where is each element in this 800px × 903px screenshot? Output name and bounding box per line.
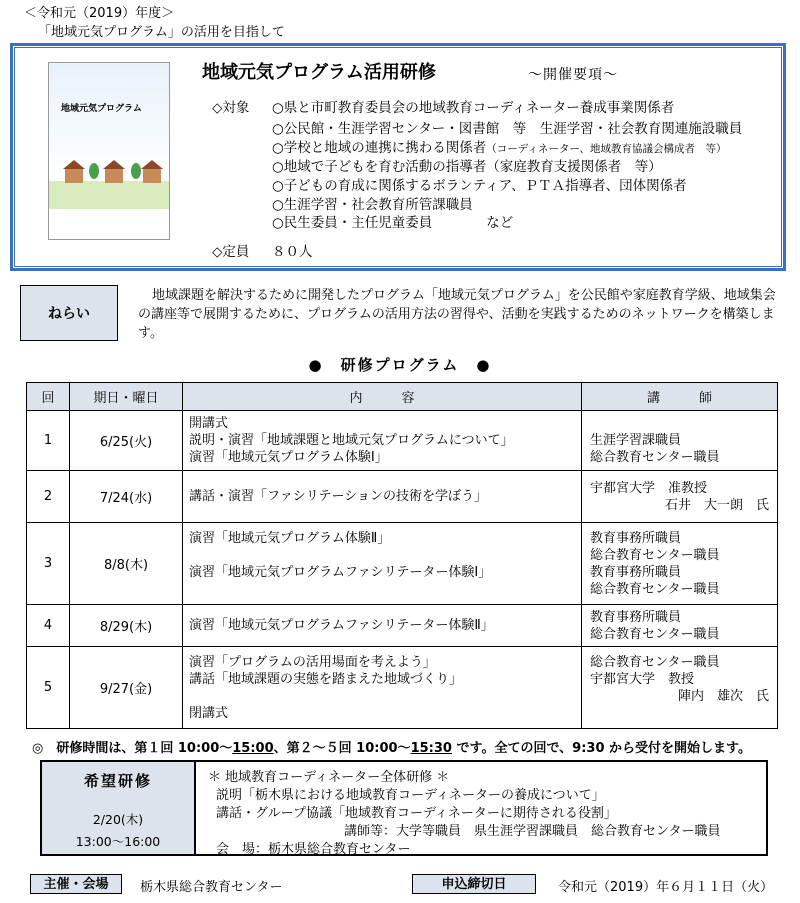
header-content: 内 容 — [183, 383, 582, 411]
note-text: 、第２～５回 10:00～ — [273, 741, 411, 756]
house-shape — [143, 169, 161, 183]
host-label: 主催・会場 — [30, 874, 122, 894]
content-line: 閉講式 — [189, 705, 229, 721]
target-item: ○生涯学習・社会教育所管課職員 — [272, 197, 473, 213]
optional-training-title: 希望研修 — [83, 772, 152, 790]
row-no: 5 — [27, 647, 70, 729]
instructor-line: 石井 大一朗 氏 — [664, 497, 769, 513]
row-content — [183, 523, 582, 605]
instructor-line: 総合教育センター職員 — [590, 581, 720, 597]
course-subtitle: ～開催要項～ — [528, 67, 618, 83]
target-item-text: ○学校と地域の連携に携わる関係者 — [272, 140, 487, 156]
optional-training-line: 説明「栃木県における地域教育コーディネーターの養成について」 — [216, 788, 605, 803]
tree-shape — [89, 163, 99, 179]
row-content — [183, 471, 582, 523]
header-instructor: 講 師 — [582, 383, 778, 411]
instructor-line: 総合教育センター職員 — [590, 450, 720, 465]
content-line: 講話・演習「ファシリテーションの技術を学ぼう」 — [189, 489, 487, 504]
aim-text: 地域課題を解決するために開発したプログラム「地域元気プログラム」を公民館や家庭教育学級、地域集会の講座等で展開するために、プログラムの活用方法の習得や、活動を実践するためのネットワークを構築します。 — [138, 288, 776, 341]
row-no: 1 — [27, 411, 70, 471]
note-text: ◎ 研修時間は、第１回 10:00～ — [32, 741, 233, 756]
instructor-line: 教育事務所職員 — [590, 564, 682, 580]
target-label: ◇対象 — [212, 100, 250, 116]
row-date: 6/25(火) — [70, 411, 183, 471]
target-item: ○地域で子どもを育む活動の指導者（家庭教育支援関係者 等） — [272, 159, 662, 175]
table-row — [27, 411, 778, 471]
program-title: ● 研修プログラム ● — [308, 356, 492, 374]
content-line — [189, 688, 575, 705]
note-time: 15:30 — [410, 741, 452, 756]
instructor-line: 総合教育センター職員 — [590, 654, 720, 670]
brochure-cover-image — [48, 62, 170, 240]
table-row — [27, 647, 778, 729]
content-line: 演習「地域元気プログラム体験Ⅱ」 — [189, 530, 391, 546]
row-date: 8/29(木) — [70, 605, 183, 647]
optional-training-line: 会 場：栃木県総合教育センター — [216, 842, 411, 857]
row-content — [183, 647, 582, 729]
deadline-value: 令和元（2019）年６月１１日（火） — [558, 880, 774, 895]
instructor-line: 教育事務所職員 — [590, 530, 682, 546]
instructor-line: 総合教育センター職員 — [590, 626, 720, 642]
capacity-value: ８０人 — [272, 244, 313, 260]
target-item: ○県と市町教育委員会の地域教育コーディネーター養成事業関係者 — [272, 100, 675, 116]
program-table — [26, 382, 778, 729]
note-time: 15:00 — [232, 741, 274, 756]
row-date: 8/8(木) — [70, 523, 183, 605]
content-line: 説明・演習「地域課題と地域元気プログラムについて」 — [189, 433, 514, 448]
instructor-line: 教育事務所職員 — [590, 609, 682, 625]
row-instructor — [582, 605, 778, 647]
target-item: ○民生委員・主任児童委員 など — [272, 215, 514, 231]
optional-training-line: 講師等：大学等職員 県生涯学習課職員 総合教育センター職員 — [344, 824, 721, 839]
content-line: 講話「地域課題の実態を踏まえた地域づくり」 — [189, 671, 463, 687]
content-line: 演習「プログラムの活用場面を考えよう」 — [189, 654, 436, 670]
roof-shape — [103, 160, 125, 169]
instructor-line: 生涯学習課職員 — [590, 433, 682, 448]
instructor-line — [590, 415, 769, 432]
row-instructor — [582, 523, 778, 605]
capacity-label: ◇定員 — [212, 244, 250, 260]
row-date: 7/24(水) — [70, 471, 183, 523]
content-line — [189, 547, 575, 564]
roof-shape — [63, 160, 85, 169]
row-instructor — [582, 411, 778, 471]
instructor-line: 宇都宮大学 教授 — [590, 671, 695, 687]
target-note: （コーディネーター、地域教育協議会構成者 等） — [486, 143, 727, 155]
optional-training-date: 2/20(木) — [92, 812, 144, 827]
content-line: 開講式 — [189, 416, 229, 431]
row-instructor — [582, 471, 778, 523]
row-content — [183, 605, 582, 647]
grass-shape — [49, 181, 169, 209]
cover-title: 地域元気プログラム — [61, 104, 142, 114]
note-text: です。全ての回で、9:30 から受付を開始します。 — [451, 741, 752, 756]
header-date: 期日・曜日 — [70, 383, 183, 411]
tree-shape — [131, 163, 141, 179]
divider — [194, 762, 196, 854]
content-line: 演習「地域元気プログラム体験Ⅰ」 — [189, 450, 388, 465]
optional-training-line: 講話・グループ協議「地域教育コーディネーターに期待される役割」 — [216, 806, 617, 821]
instructor-line: 宇都宮大学 准教授 — [590, 480, 708, 496]
row-no: 2 — [27, 471, 70, 523]
row-instructor — [582, 647, 778, 729]
table-row — [27, 471, 778, 523]
instructor-line — [590, 705, 769, 722]
fiscal-year: ＜令和元（2019）年度＞ — [24, 6, 175, 21]
optional-training-line: ＊ 地域教育コーディネーター全体研修 ＊ — [208, 770, 450, 785]
target-item: ○公民館・生涯学習センター・図書館 等 生涯学習・社会教育関連施設職員 — [272, 121, 743, 137]
content-line: 演習「地域元気プログラムファシリテーター体験Ⅰ」 — [189, 564, 492, 580]
deadline-label: 申込締切日 — [412, 874, 536, 894]
row-no: 4 — [27, 605, 70, 647]
instructor-line: 陣内 雄次 氏 — [677, 688, 769, 704]
target-item: ○子どもの育成に関係するボランティア、ＰＴＡ指導者、団体関係者 — [272, 178, 687, 194]
house-shape — [105, 169, 123, 183]
schedule-note — [32, 737, 751, 756]
aim-line: 「地域元気プログラム」の活用を目指して — [38, 25, 285, 40]
table-row — [27, 605, 778, 647]
row-content — [183, 411, 582, 471]
course-title: 地域元気プログラム活用研修 — [202, 62, 436, 83]
roof-shape — [141, 160, 163, 169]
table-row — [27, 523, 778, 605]
row-date: 9/27(金) — [70, 647, 183, 729]
optional-training-time: 13:00～16:00 — [75, 834, 161, 849]
target-item — [272, 136, 727, 156]
instructor-line: 総合教育センター職員 — [590, 547, 720, 563]
table-header-row — [27, 383, 778, 411]
content-line — [189, 581, 575, 598]
aim-label: ねらい — [20, 285, 118, 341]
content-line: 演習「地域元気プログラムファシリテーター体験Ⅱ」 — [189, 618, 494, 633]
row-no: 3 — [27, 523, 70, 605]
host-value: 栃木県総合教育センター — [140, 880, 283, 895]
header-no: 回 — [27, 383, 70, 411]
house-shape — [65, 169, 83, 183]
